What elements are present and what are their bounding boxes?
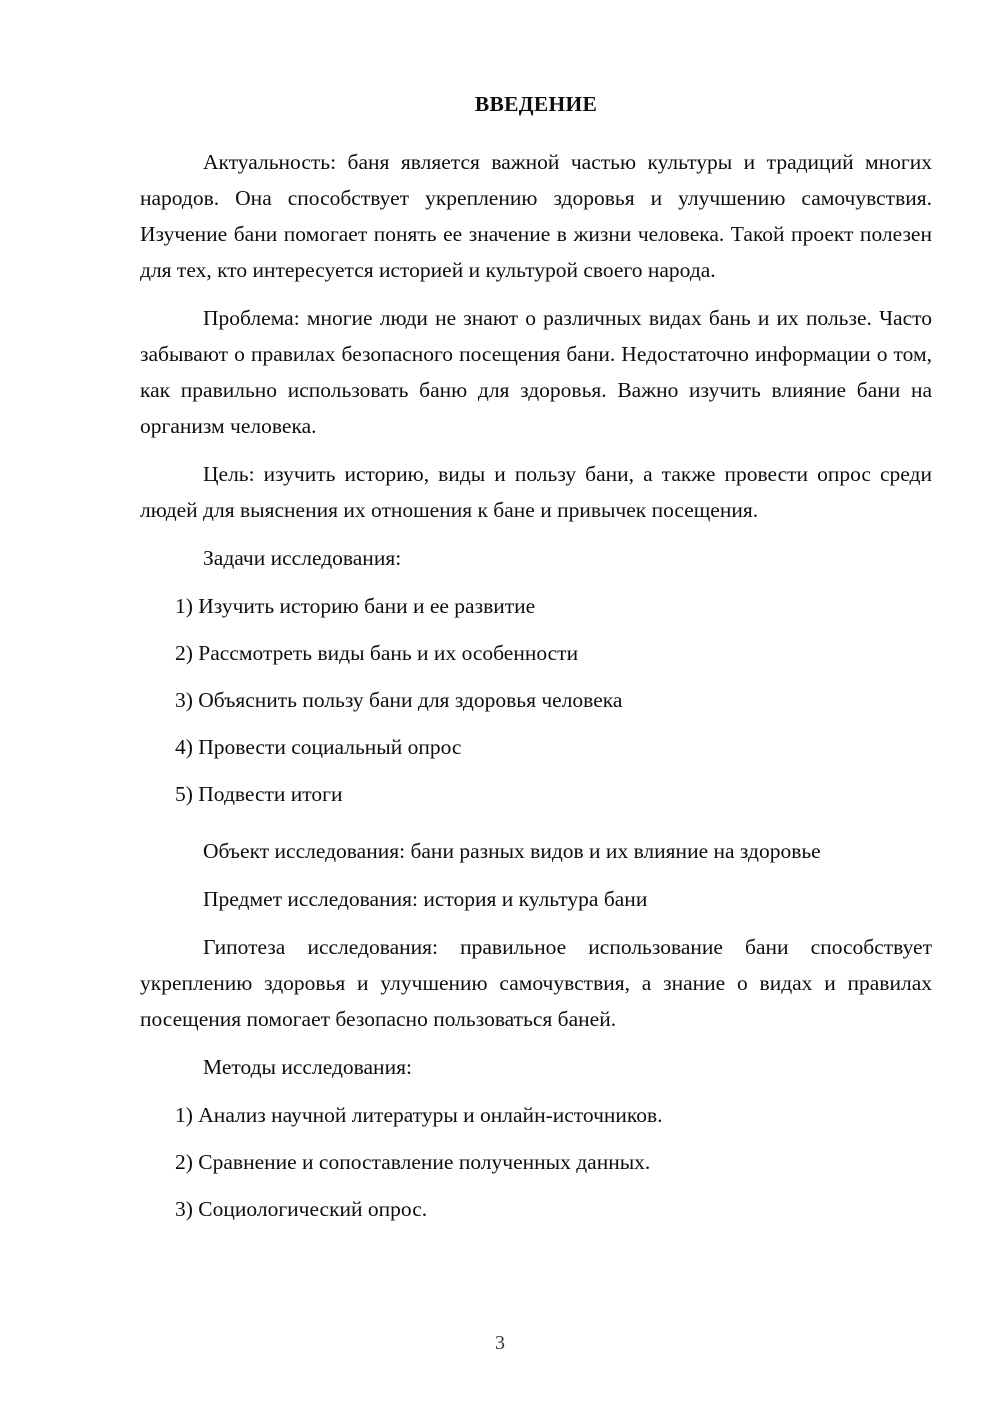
paragraph-goal: Цель: изучить историю, виды и пользу бани, а также провести опрос среди людей для выяснения их отношения к бане и привычек посещения. [140, 462, 932, 522]
paragraph-relevance: Актуальность: баня является важной частью культуры и традиций многих народов. Она способствует укреплению здоровья и улучшению самочувствия. Изучение бани помогает понять ее значение в жизни человека. Такой проект полезен для тех, кто интересуется историей и культурой своего народа. [140, 150, 932, 282]
paragraph-problem: Проблема: многие люди не знают о различных видах бань и их пользе. Часто забывают о правилах безопасного посещения бани. Недостаточно информации о том, как правильно использовать баню для здоровья. Важно изучить влияние бани на организм человека. [140, 306, 932, 438]
list-item: 4) Провести социальный опрос [175, 735, 462, 759]
list-item: 2) Рассмотреть виды бань и их особенности [175, 641, 579, 665]
list-item: 3) Объяснить пользу бани для здоровья человека [175, 688, 623, 712]
list-item: 2) Сравнение и сопоставление полученных данных. [175, 1150, 651, 1174]
list-item: 1) Анализ научной литературы и онлайн-источников. [175, 1103, 663, 1127]
heading-tasks: Задачи исследования: [203, 546, 402, 570]
list-item: 1) Изучить историю бани и ее развитие [175, 594, 536, 618]
page-title: ВВЕДЕНИЕ [474, 92, 598, 116]
paragraph-hypothesis: Гипотеза исследования: правильное использование бани способствует укреплению здоровья и улучшению самочувствия, а знание о видах и правилах посещения помогает безопасно пользоваться баней. [140, 935, 932, 1031]
list-item: 5) Подвести итоги [175, 782, 343, 806]
page-number: 3 [495, 1332, 505, 1354]
list-item: 3) Социологический опрос. [175, 1197, 428, 1221]
document-body [140, 86, 932, 1238]
paragraph-object: Объект исследования: бани разных видов и их влияние на здоровье [203, 839, 821, 863]
heading-methods: Методы исследования: [203, 1055, 412, 1079]
paragraph-subject: Предмет исследования: история и культура бани [203, 887, 648, 911]
section-spacer [140, 823, 932, 833]
